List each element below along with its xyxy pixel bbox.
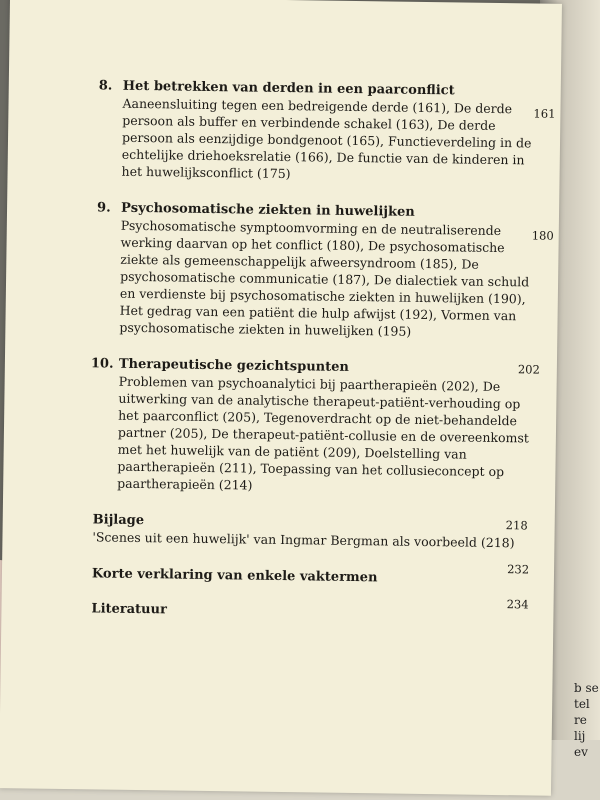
chapter-sections: Psychosomatische symptoomvorming en de neutraliserende werking daarvan op het conflict (180), De psychosomatische ziekte als gemeenschappelijk afweersyndroom (185), De psychosomatische communicatie (187), De dialectiek van schuld en verdienste bij psychosomatische ziekten in huwelijken (190), Het gedrag van een patiënt die hulp afwijst (192), Vormen van psychosomatische ziekten in huwelijken (195): [119, 217, 530, 339]
glossary-entry: [91, 562, 537, 588]
appendix-description: 'Scenes uit een huwelijk' van Ingmar Bergman als voorbeeld (218): [92, 529, 515, 551]
table-of-contents: [90, 77, 556, 623]
chapter-page-number: 202: [517, 362, 540, 377]
literature-entry: [91, 597, 536, 623]
chapter-sections: Aaneensluiting tegen een bedreigende derde (161), De derde persoon als buffer en verbindende schakel (163), De derde persoon als eenzijdige bondgenoot (165), Functieverdeling in de echtelijke driehoeksrelatie (166), De functie van de kinderen in het huwelijksconflict (175): [121, 95, 532, 182]
chapter-page-number: 180: [531, 228, 554, 243]
chapter-title: Therapeutische gezichtspunten: [118, 356, 349, 375]
chapter-number: 9.: [96, 200, 111, 216]
chapter-title: Het betrekken van derden in een paarconflict: [122, 78, 455, 99]
appendix-entry: [92, 511, 537, 551]
literature-page-number: 234: [506, 597, 529, 612]
chapter-8: [97, 77, 556, 185]
chapter-9: [95, 199, 554, 341]
glossary-title: Korte verklaring van enkele vaktermen: [91, 566, 378, 586]
chapter-page-number: 161: [533, 106, 556, 121]
chapter-number: 10.: [90, 356, 114, 372]
appendix-title: Bijlage: [92, 512, 145, 529]
chapter-sections: Problemen van psychoanalytici bij paartherapieën (202), De uitwerking van de analytische therapeut-patiënt-verhouding op het paarconflict (205), Tegenoverdracht op de niet-behandelde partner (205), De therapeut-patiënt-collusie en de overeenkomst met het huwelijk van de patiënt (209), Doelstelling van paartherapieën (211), Toepassing van het collusieconcept op paartherapieën (214): [117, 373, 529, 493]
adjacent-page-text: b se tel re lij ev: [574, 681, 599, 759]
glossary-page-number: 232: [507, 562, 530, 577]
chapter-title: Psychosomatische ziekten in huwelijken: [120, 200, 415, 220]
chapter-10: [90, 355, 540, 497]
chapter-number: 8.: [98, 78, 113, 94]
literature-title: Literatuur: [91, 601, 167, 618]
appendix-page-number: 218: [505, 518, 528, 533]
